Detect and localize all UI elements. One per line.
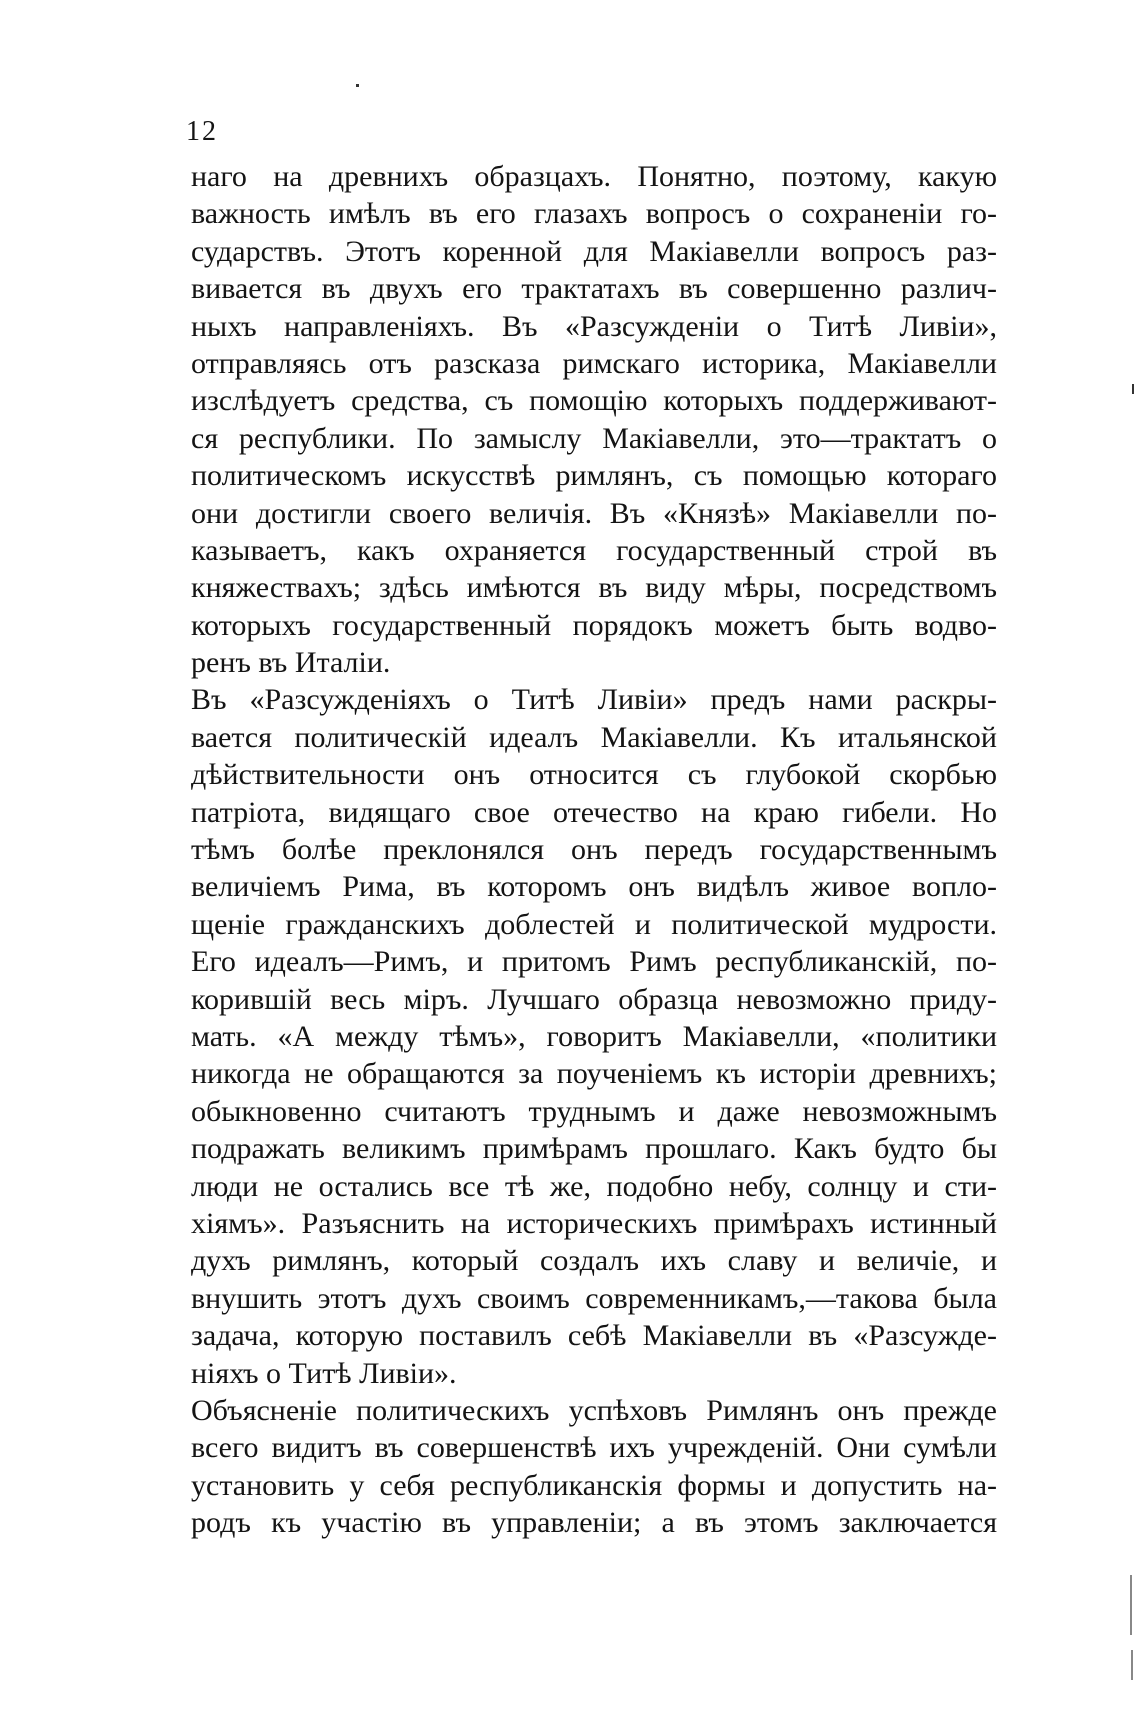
text-line: важность имѣлъ въ его глазахъ вопросъ о сохраненіи го- <box>191 197 997 231</box>
page-number: 12 <box>186 116 218 147</box>
text-line: патріота, видящаго свое отечество на краю гибели. Но <box>191 795 997 829</box>
text-line: щеніе гражданскихъ доблестей и политической мудрости. <box>191 907 997 941</box>
text-line: сударствъ. Этотъ коренной для Макіавелли вопросъ раз- <box>191 234 997 268</box>
text-line: ренъ въ Италіи. <box>191 646 391 680</box>
text-line: Его идеалъ—Римъ, и притомъ Римъ республиканскій, по- <box>191 945 997 979</box>
text-line: отправляясь отъ разсказа римскаго историка, Макіавелли <box>191 346 997 380</box>
scan-mark <box>1130 1575 1132 1635</box>
text-line: наго на древнихъ образцахъ. Понятно, поэтому, какую <box>191 160 997 193</box>
text-line: всего видитъ въ совершенствѣ ихъ учрежденій. Они сумѣли <box>191 1431 997 1465</box>
text-line: обыкновенно считаютъ труднымъ и даже невозможнымъ <box>191 1094 997 1128</box>
text-line: ныхъ направленіяхъ. Въ «Разсужденіи о Титѣ Ливіи», <box>191 309 997 343</box>
body-text <box>191 158 997 1541</box>
text-line: родъ къ участію въ управленіи; а въ этомъ заключается <box>191 1506 997 1540</box>
scan-mark <box>1131 1650 1133 1680</box>
text-line: хіямъ». Разъяснить на историческихъ примѣрахъ истинный <box>191 1206 997 1240</box>
text-line: подражать великимъ примѣрамъ прошлаго. Какъ будто бы <box>191 1132 997 1166</box>
text-line: Въ «Разсужденіяхъ о Титѣ Ливіи» предъ нами раскры- <box>191 683 997 717</box>
text-line: никогда не обращаются за поученіемъ къ исторіи древнихъ; <box>191 1057 997 1091</box>
text-line: корившій весь міръ. Лучшаго образца невозможно приду- <box>191 982 997 1016</box>
text-line: ніяхъ о Титѣ Ливіи». <box>191 1356 457 1390</box>
text-line: изслѣдуетъ средства, съ помощію которыхъ поддерживают- <box>191 384 997 418</box>
scan-mark <box>356 84 359 87</box>
text-line: казываетъ, какъ охраняется государственный строй въ <box>191 533 997 567</box>
text-line: установить у себя республиканскія формы и допустить на- <box>191 1468 997 1502</box>
text-line: политическомъ искусствѣ римлянъ, съ помощью котораго <box>191 459 997 493</box>
text-line: тѣмъ болѣе преклонялся онъ передъ государственнымъ <box>191 833 997 867</box>
text-line: духъ римлянъ, который создалъ ихъ славу и величіе, и <box>191 1244 997 1278</box>
text-line: ся республики. По замыслу Макіавелли, это—трактатъ о <box>191 421 997 455</box>
text-line: внушить этотъ духъ своимъ современникамъ,—такова была <box>191 1281 997 1315</box>
text-line: мать. «А между тѣмъ», говоритъ Макіавелли, «политики <box>191 1019 997 1053</box>
text-line: Объясненіе политическихъ успѣховъ Римлянъ онъ прежде <box>191 1393 997 1427</box>
text-line: княжествахъ; здѣсь имѣются въ виду мѣры, посредствомъ <box>191 571 997 605</box>
scan-mark <box>1132 384 1134 394</box>
text-line: вивается въ двухъ его трактатахъ въ совершенно различ- <box>191 272 997 306</box>
text-line: задача, которую поставилъ себѣ Макіавелли въ «Разсужде- <box>191 1319 997 1353</box>
text-line: которыхъ государственный порядокъ можетъ быть водво- <box>191 608 997 642</box>
text-line: они достигли своего величія. Въ «Князѣ» Макіавелли по- <box>191 496 997 530</box>
text-line: дѣйствительности онъ относится съ глубокой скорбью <box>191 758 997 792</box>
text-line: вается политическій идеалъ Макіавелли. Къ итальянской <box>191 720 997 754</box>
text-line: величіемъ Рима, въ которомъ онъ видѣлъ живое вопло- <box>191 870 997 904</box>
text-line: люди не остались все тѣ же, подобно небу, солнцу и сти- <box>191 1169 997 1203</box>
